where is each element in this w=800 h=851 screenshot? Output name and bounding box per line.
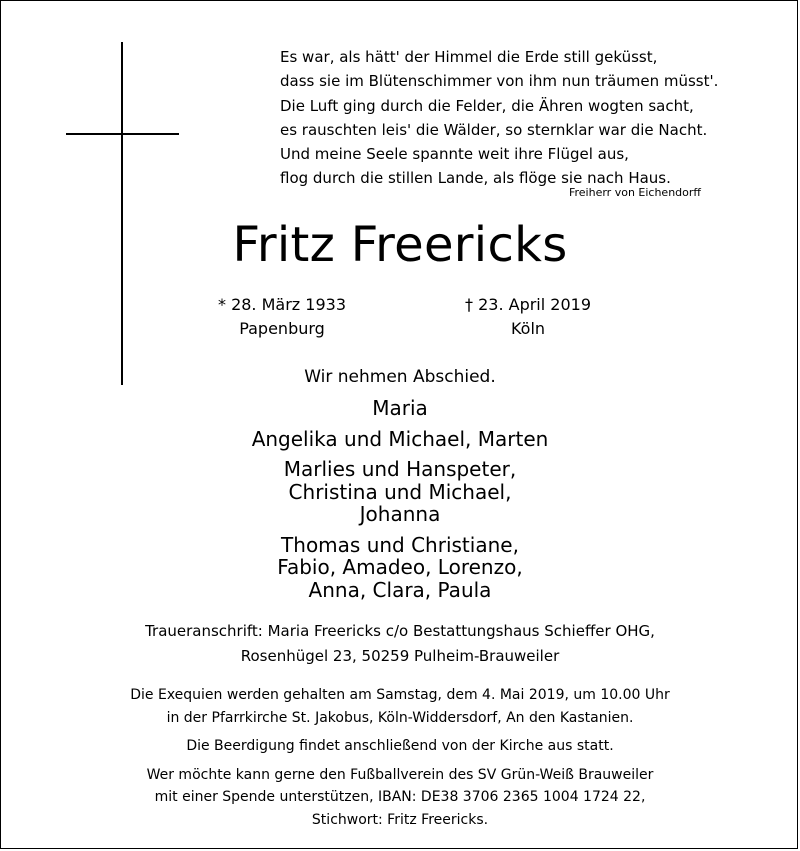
family-member: Maria <box>372 396 428 420</box>
birth-info <box>207 293 357 341</box>
donation-line: Stichwort: Fritz Freericks. <box>311 811 489 828</box>
donation-line: Wer möchte kann gerne den Fußballverein des SV Grün-Weiß Brauweiler <box>146 766 654 783</box>
service-line: in der Pfarrkirche St. Jakobus, Köln-Widdersdorf, An den Kastanien. <box>166 709 634 726</box>
family-group <box>1 458 799 526</box>
poem-line: flog durch die stillen Lande, als flöge sie nach Haus. <box>280 169 671 188</box>
family-member: Johanna <box>359 502 441 526</box>
family-member: Anna, Clara, Paula <box>308 577 492 602</box>
family-member: Fabio, Amadeo, Lorenzo, <box>277 555 523 579</box>
donation-line: mit einer Spende unterstützen, IBAN: DE38 3706 2365 1004 1724 22, <box>154 789 646 805</box>
mourning-address <box>1 619 799 669</box>
cross-icon <box>121 42 123 385</box>
death-date: † 23. April 2019 <box>465 295 591 314</box>
family-member: Angelika und Michael, Marten <box>251 426 549 451</box>
service-line: Die Exequien werden gehalten am Samstag, dem 4. Mai 2019, um 10.00 Uhr <box>130 687 670 703</box>
family-member: Thomas und Christiane, <box>281 532 519 557</box>
poem-line: Die Luft ging durch die Felder, die Ähren wogten sacht, <box>280 96 694 115</box>
family-member: Christina und Michael, <box>288 479 512 504</box>
address-line: Traueranschrift: Maria Freericks c/o Bestattungshaus Schieffer OHG, <box>145 622 655 640</box>
poem-line: dass sie im Blütenschimmer von ihm nun träumen müsst'. <box>280 72 719 91</box>
address-line: Rosenhügel 23, 50259 Pulheim-Brauweiler <box>240 647 560 665</box>
farewell-text: Wir nehmen Abschied. <box>304 367 496 387</box>
deceased-name: Fritz Freericks <box>232 217 568 273</box>
family-group <box>1 397 799 420</box>
family-list <box>1 397 799 609</box>
poem-author: Freiherr von Eichendorff <box>568 186 701 199</box>
service-line: Die Beerdigung findet anschließend von der Kirche aus statt. <box>186 738 614 754</box>
poem-line: Es war, als hätt' der Himmel die Erde still geküsst, <box>280 48 658 66</box>
poem <box>280 45 718 191</box>
birth-date: * 28. März 1933 <box>217 295 346 314</box>
family-group <box>1 534 799 602</box>
family-group <box>1 428 799 451</box>
service-info <box>1 684 799 831</box>
poem-line: Und meine Seele spannte weit ihre Flügel aus, <box>280 145 629 164</box>
death-info <box>453 293 603 341</box>
birth-place: Papenburg <box>239 319 325 338</box>
cross-icon-bar <box>66 133 179 135</box>
death-place: Köln <box>510 319 546 338</box>
family-member: Marlies und Hanspeter, <box>283 457 517 481</box>
poem-line: es rauschten leis' die Wälder, so sternklar war die Nacht. <box>280 120 708 139</box>
